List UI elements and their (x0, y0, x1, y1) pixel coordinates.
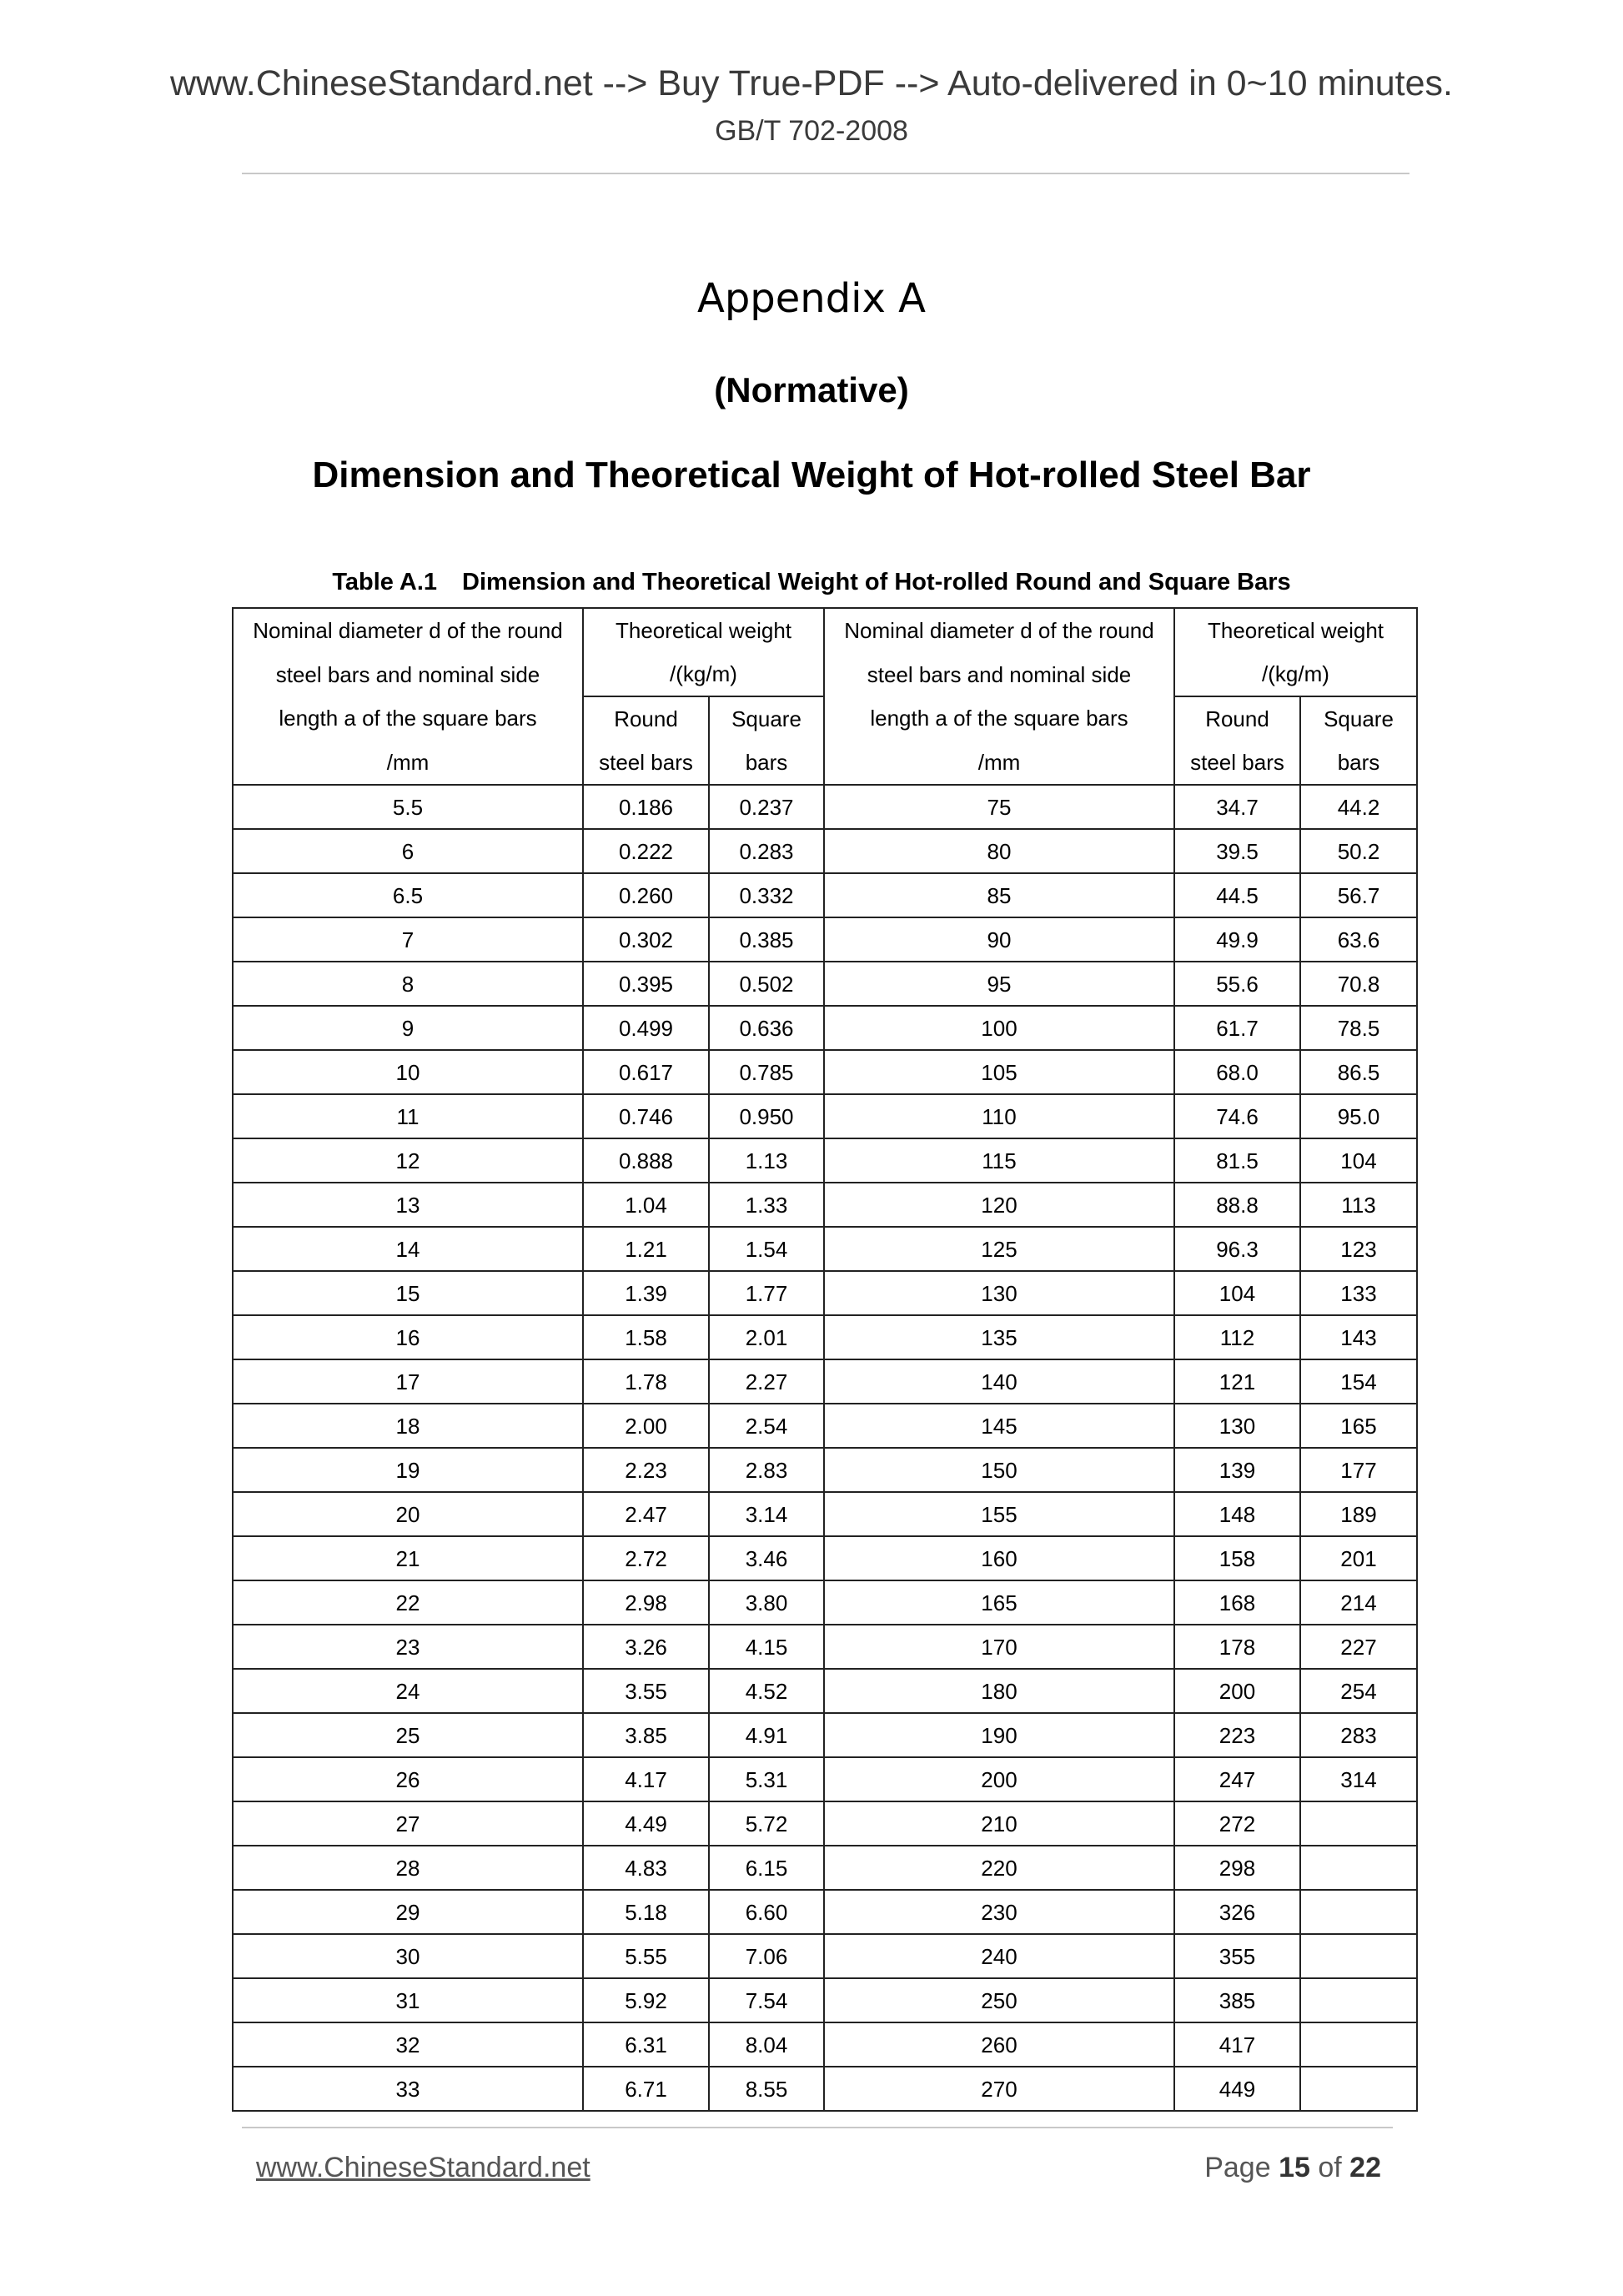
table-cell: 85 (824, 873, 1174, 917)
table-cell: 70.8 (1300, 962, 1417, 1006)
table-cell: 5.31 (709, 1757, 824, 1801)
table-cell: 2.01 (709, 1315, 824, 1359)
table-cell: 1.58 (583, 1315, 709, 1359)
table-cell: 4.52 (709, 1669, 824, 1713)
table-cell: 133 (1300, 1271, 1417, 1315)
table-cell: 25 (233, 1713, 583, 1757)
table-cell: 417 (1174, 2022, 1300, 2067)
table-cell: 6.15 (709, 1846, 824, 1890)
header-divider (242, 173, 1409, 174)
table-cell: 19 (233, 1448, 583, 1492)
table-cell: 78.5 (1300, 1006, 1417, 1050)
table-cell: 272 (1174, 1801, 1300, 1846)
table-cell: 26 (233, 1757, 583, 1801)
table-cell: 104 (1174, 1271, 1300, 1315)
table-cell: 223 (1174, 1713, 1300, 1757)
table-cell (1300, 2022, 1417, 2067)
table-cell: 155 (824, 1492, 1174, 1536)
table-cell: 1.21 (583, 1227, 709, 1271)
table-cell: 140 (824, 1359, 1174, 1404)
header-dimension-right: Nominal diameter d of the round steel bars and nominal side length a of the square bars /mm (824, 608, 1174, 785)
table-cell: 61.7 (1174, 1006, 1300, 1050)
table-cell: 55.6 (1174, 962, 1300, 1006)
table-cell: 5.72 (709, 1801, 824, 1846)
table-cell: 31 (233, 1978, 583, 2022)
table-cell: 5.5 (233, 785, 583, 829)
table-cell: 143 (1300, 1315, 1417, 1359)
table-cell: 210 (824, 1801, 1174, 1846)
table-cell: 8.55 (709, 2067, 824, 2111)
table-cell: 148 (1174, 1492, 1300, 1536)
table-cell: 20 (233, 1492, 583, 1536)
table-cell: 1.78 (583, 1359, 709, 1404)
table-cell: 449 (1174, 2067, 1300, 2111)
table-row (233, 1757, 1417, 1801)
table-cell: 2.83 (709, 1448, 824, 1492)
table-cell: 0.283 (709, 829, 824, 873)
table-cell: 177 (1300, 1448, 1417, 1492)
table-cell: 75 (824, 785, 1174, 829)
table-cell: 0.395 (583, 962, 709, 1006)
table-cell: 201 (1300, 1536, 1417, 1580)
table-cell: 326 (1174, 1890, 1300, 1934)
table-cell: 3.55 (583, 1669, 709, 1713)
table-cell: 0.502 (709, 962, 824, 1006)
table-cell: 3.14 (709, 1492, 824, 1536)
table-cell: 21 (233, 1536, 583, 1580)
table-cell: 214 (1300, 1580, 1417, 1625)
table-cell: 0.746 (583, 1094, 709, 1138)
table-cell: 16 (233, 1315, 583, 1359)
table-cell: 200 (1174, 1669, 1300, 1713)
table-row (233, 1846, 1417, 1890)
table-cell: 125 (824, 1227, 1174, 1271)
table-cell: 15 (233, 1271, 583, 1315)
footer-website-link[interactable]: www.ChineseStandard.net (256, 2152, 590, 2183)
table-cell: 254 (1300, 1669, 1417, 1713)
table-row (233, 1890, 1417, 1934)
table-cell: 115 (824, 1138, 1174, 1183)
table-cell: 7.06 (709, 1934, 824, 1978)
table-cell: 170 (824, 1625, 1174, 1669)
table-row (233, 1227, 1417, 1271)
table-cell: 230 (824, 1890, 1174, 1934)
page-number: Page 15 of 22 (1204, 2152, 1381, 2183)
table-cell: 2.23 (583, 1448, 709, 1492)
table-cell: 68.0 (1174, 1050, 1300, 1094)
table-cell: 123 (1300, 1227, 1417, 1271)
table-cell: 7 (233, 917, 583, 962)
table-cell: 8.04 (709, 2022, 824, 2067)
table-cell: 4.15 (709, 1625, 824, 1669)
table-cell: 314 (1300, 1757, 1417, 1801)
table-caption-text: Dimension and Theoretical Weight of Hot-rolled Round and Square Bars (462, 569, 1291, 595)
table-cell: 88.8 (1174, 1183, 1300, 1227)
table-cell: 145 (824, 1404, 1174, 1448)
table-cell: 7.54 (709, 1978, 824, 2022)
table-cell: 96.3 (1174, 1227, 1300, 1271)
table-row (233, 1448, 1417, 1492)
table-cell: 120 (824, 1183, 1174, 1227)
table-cell: 110 (824, 1094, 1174, 1138)
table-cell: 160 (824, 1536, 1174, 1580)
table-cell: 95.0 (1300, 1094, 1417, 1138)
table-row (233, 1934, 1417, 1978)
table-cell: 80 (824, 829, 1174, 873)
table-cell: 135 (824, 1315, 1174, 1359)
table-cell: 1.77 (709, 1271, 824, 1315)
table-row (233, 1315, 1417, 1359)
table-cell: 121 (1174, 1359, 1300, 1404)
table-cell: 9 (233, 1006, 583, 1050)
table-cell: 112 (1174, 1315, 1300, 1359)
header-square-right: Square bars (1300, 696, 1417, 785)
table-row (233, 1006, 1417, 1050)
table-cell: 4.91 (709, 1713, 824, 1757)
table-cell: 3.85 (583, 1713, 709, 1757)
table-cell: 2.54 (709, 1404, 824, 1448)
table-cell: 33 (233, 2067, 583, 2111)
table-cell (1300, 1934, 1417, 1978)
table-cell: 18 (233, 1404, 583, 1448)
table-cell: 150 (824, 1448, 1174, 1492)
table-cell: 56.7 (1300, 873, 1417, 917)
table-cell: 2.27 (709, 1359, 824, 1404)
table-cell: 2.47 (583, 1492, 709, 1536)
table-cell: 0.888 (583, 1138, 709, 1183)
table-cell (1300, 2067, 1417, 2111)
table-cell: 1.04 (583, 1183, 709, 1227)
table-row (233, 1978, 1417, 2022)
table-cell (1300, 1801, 1417, 1846)
table-cell: 50.2 (1300, 829, 1417, 873)
table-cell: 1.33 (709, 1183, 824, 1227)
table-cell: 2.72 (583, 1536, 709, 1580)
table-cell: 95 (824, 962, 1174, 1006)
table-cell: 22 (233, 1580, 583, 1625)
table-row (233, 1404, 1417, 1448)
header-round-right: Round steel bars (1174, 696, 1300, 785)
table-row (233, 1492, 1417, 1536)
table-row (233, 1713, 1417, 1757)
table-cell: 2.98 (583, 1580, 709, 1625)
table-cell: 154 (1300, 1359, 1417, 1404)
table-cell (1300, 1890, 1417, 1934)
table-cell: 270 (824, 2067, 1174, 2111)
header-weight-right: Theoretical weight /(kg/m) (1174, 608, 1417, 696)
footer-divider (242, 2127, 1393, 2128)
table-row (233, 1580, 1417, 1625)
table-cell: 44.2 (1300, 785, 1417, 829)
table-row (233, 2022, 1417, 2067)
table-cell: 0.332 (709, 873, 824, 917)
table-cell: 86.5 (1300, 1050, 1417, 1094)
table-cell: 30 (233, 1934, 583, 1978)
table-cell: 1.54 (709, 1227, 824, 1271)
table-cell: 283 (1300, 1713, 1417, 1757)
table-cell: 189 (1300, 1492, 1417, 1536)
table-row (233, 2067, 1417, 2111)
table-cell: 44.5 (1174, 873, 1300, 917)
table-cell: 4.17 (583, 1757, 709, 1801)
table-cell: 104 (1300, 1138, 1417, 1183)
table-row (233, 873, 1417, 917)
table-cell: 6 (233, 829, 583, 873)
table-row (233, 1271, 1417, 1315)
table-cell: 100 (824, 1006, 1174, 1050)
table-row (233, 1625, 1417, 1669)
table-cell: 3.46 (709, 1536, 824, 1580)
table-row (233, 1669, 1417, 1713)
table-cell: 14 (233, 1227, 583, 1271)
table-cell: 3.26 (583, 1625, 709, 1669)
table-row (233, 1050, 1417, 1094)
table-cell: 165 (1300, 1404, 1417, 1448)
table-cell: 4.83 (583, 1846, 709, 1890)
table-row (233, 917, 1417, 962)
header-dimension-left: Nominal diameter d of the round steel bars and nominal side length a of the square bars /mm (233, 608, 583, 785)
table-cell: 250 (824, 1978, 1174, 2022)
table-cell (1300, 1846, 1417, 1890)
table-cell: 220 (824, 1846, 1174, 1890)
table-cell: 0.237 (709, 785, 824, 829)
table-cell: 12 (233, 1138, 583, 1183)
table-cell: 260 (824, 2022, 1174, 2067)
table-row (233, 1536, 1417, 1580)
table-cell: 1.13 (709, 1138, 824, 1183)
table-cell: 5.92 (583, 1978, 709, 2022)
table-cell: 27 (233, 1801, 583, 1846)
table-cell: 227 (1300, 1625, 1417, 1669)
table-cell: 0.385 (709, 917, 824, 962)
table-row (233, 785, 1417, 829)
table-row (233, 1183, 1417, 1227)
table-cell: 0.499 (583, 1006, 709, 1050)
table-cell: 247 (1174, 1757, 1300, 1801)
table-cell: 39.5 (1174, 829, 1300, 873)
table-cell: 8 (233, 962, 583, 1006)
appendix-subtitle: (Normative) (714, 370, 909, 409)
table-cell: 180 (824, 1669, 1174, 1713)
table-cell: 0.222 (583, 829, 709, 873)
page-title: Dimension and Theoretical Weight of Hot-rolled Steel Bar (312, 455, 1311, 495)
table-cell: 6.31 (583, 2022, 709, 2067)
table-row (233, 829, 1417, 873)
document-code: GB/T 702-2008 (715, 115, 908, 147)
table-row (233, 1138, 1417, 1183)
table-cell: 240 (824, 1934, 1174, 1978)
table-cell: 28 (233, 1846, 583, 1890)
table-cell: 168 (1174, 1580, 1300, 1625)
table-row (233, 1359, 1417, 1404)
table-cell: 6.71 (583, 2067, 709, 2111)
table-cell: 90 (824, 917, 1174, 962)
table-cell: 5.18 (583, 1890, 709, 1934)
table-cell: 165 (824, 1580, 1174, 1625)
table-cell: 130 (1174, 1404, 1300, 1448)
header-round-left: Round steel bars (583, 696, 709, 785)
table-cell: 17 (233, 1359, 583, 1404)
table-cell: 0.260 (583, 873, 709, 917)
table-cell: 13 (233, 1183, 583, 1227)
table-cell: 1.39 (583, 1271, 709, 1315)
header-banner: www.ChineseStandard.net --> Buy True-PDF --> Auto-delivered in 0~10 minutes. (169, 63, 1453, 103)
steel-bar-table (232, 607, 1418, 2112)
table-cell: 4.49 (583, 1801, 709, 1846)
table-cell: 385 (1174, 1978, 1300, 2022)
table-cell: 130 (824, 1271, 1174, 1315)
table-cell: 34.7 (1174, 785, 1300, 829)
table-cell: 3.80 (709, 1580, 824, 1625)
table-caption (0, 569, 1623, 596)
table-cell: 0.617 (583, 1050, 709, 1094)
table-cell: 6.60 (709, 1890, 824, 1934)
table-row (233, 1094, 1417, 1138)
table-cell: 355 (1174, 1934, 1300, 1978)
table-cell: 6.5 (233, 873, 583, 917)
table-cell: 178 (1174, 1625, 1300, 1669)
table-cell: 0.636 (709, 1006, 824, 1050)
appendix-title: Appendix A (696, 275, 927, 322)
table-cell: 113 (1300, 1183, 1417, 1227)
table-cell: 200 (824, 1757, 1174, 1801)
table-cell: 5.55 (583, 1934, 709, 1978)
table-cell (1300, 1978, 1417, 2022)
table-cell: 0.785 (709, 1050, 824, 1094)
table-cell: 10 (233, 1050, 583, 1094)
table-cell: 32 (233, 2022, 583, 2067)
header-square-left: Square bars (709, 696, 824, 785)
table-cell: 105 (824, 1050, 1174, 1094)
table-cell: 63.6 (1300, 917, 1417, 962)
table-cell: 190 (824, 1713, 1174, 1757)
table-row (233, 962, 1417, 1006)
table-cell: 139 (1174, 1448, 1300, 1492)
table-cell: 0.186 (583, 785, 709, 829)
table-cell: 2.00 (583, 1404, 709, 1448)
table-cell: 29 (233, 1890, 583, 1934)
table-cell: 24 (233, 1669, 583, 1713)
table-cell: 23 (233, 1625, 583, 1669)
table-cell: 158 (1174, 1536, 1300, 1580)
header-weight-left: Theoretical weight /(kg/m) (583, 608, 824, 696)
table-cell: 0.950 (709, 1094, 824, 1138)
table-cell: 11 (233, 1094, 583, 1138)
table-cell: 0.302 (583, 917, 709, 962)
table-cell: 298 (1174, 1846, 1300, 1890)
table-caption-number: Table A.1 (332, 569, 438, 595)
table-cell: 49.9 (1174, 917, 1300, 962)
table-row (233, 1801, 1417, 1846)
table-cell: 74.6 (1174, 1094, 1300, 1138)
table-cell: 81.5 (1174, 1138, 1300, 1183)
